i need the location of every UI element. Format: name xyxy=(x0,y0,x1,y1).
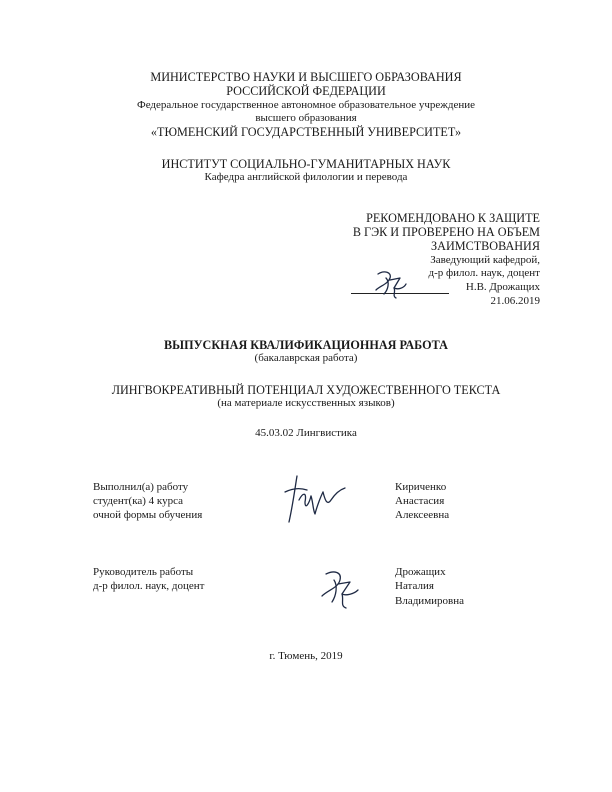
ministry-line-1: МИНИСТЕРСТВО НАУКИ И ВЫСШЕГО ОБРАЗОВАНИЯ xyxy=(150,70,462,84)
supervisor-role-1: Руководитель работы xyxy=(93,566,194,578)
approval-line-1: РЕКОМЕНДОВАНО К ЗАЩИТЕ xyxy=(366,211,540,225)
ministry-line-2: РОССИЙСКОЙ ФЕДЕРАЦИИ xyxy=(226,84,386,98)
approval-head-degree: д-р филол. наук, доцент xyxy=(428,267,540,279)
thesis-title: ЛИНГВОКРЕАТИВНЫЙ ПОТЕНЦИАЛ ХУДОЖЕСТВЕННОГО ТЕКСТА xyxy=(111,383,501,397)
supervisor-surname: Дрожащих xyxy=(395,566,446,578)
institution-line-1: Федеральное государственное автономное образовательное учреждение xyxy=(137,99,475,111)
thesis-subtitle: (на материале искусственных языков) xyxy=(217,397,395,409)
approval-head-title: Заведующий кафедрой, xyxy=(430,254,540,266)
specialty: 45.03.02 Лингвистика xyxy=(255,427,357,439)
student-patronymic: Алексеевна xyxy=(395,509,450,521)
student-role-1: Выполнил(а) работу xyxy=(93,481,189,493)
student-role-2: студент(ка) 4 курса xyxy=(93,495,183,507)
student-surname: Кириченко xyxy=(395,481,447,493)
approval-date: 21.06.2019 xyxy=(490,295,540,307)
head-signature xyxy=(372,268,412,300)
city-year: г. Тюмень, 2019 xyxy=(269,650,343,662)
approval-line-2: В ГЭК И ПРОВЕРЕНО НА ОБЪЕМ xyxy=(352,225,540,239)
supervisor-signature xyxy=(318,568,364,610)
supervisor-role-2: д-р филол. наук, доцент xyxy=(93,580,205,592)
approval-line-3: ЗАИМСТВОВАНИЯ xyxy=(431,239,540,253)
department-name: Кафедра английской филологии и перевода xyxy=(204,171,408,183)
supervisor-patronymic: Владимировна xyxy=(395,595,465,607)
work-level: (бакалаврская работа) xyxy=(254,352,358,364)
student-role-3: очной формы обучения xyxy=(93,509,203,521)
work-type: ВЫПУСКНАЯ КВАЛИФИКАЦИОННАЯ РАБОТА xyxy=(164,338,448,352)
student-signature xyxy=(283,470,349,526)
student-name: Анастасия xyxy=(395,495,445,507)
institution-line-2: высшего образования xyxy=(255,112,357,124)
approval-head-name: Н.В. Дрожащих xyxy=(465,281,540,293)
institute-name: ИНСТИТУТ СОЦИАЛЬНО-ГУМАНИТАРНЫХ НАУК xyxy=(161,157,451,171)
university-name: «ТЮМЕНСКИЙ ГОСУДАРСТВЕННЫЙ УНИВЕРСИТЕТ» xyxy=(150,125,462,139)
supervisor-name: Наталия xyxy=(395,580,434,592)
